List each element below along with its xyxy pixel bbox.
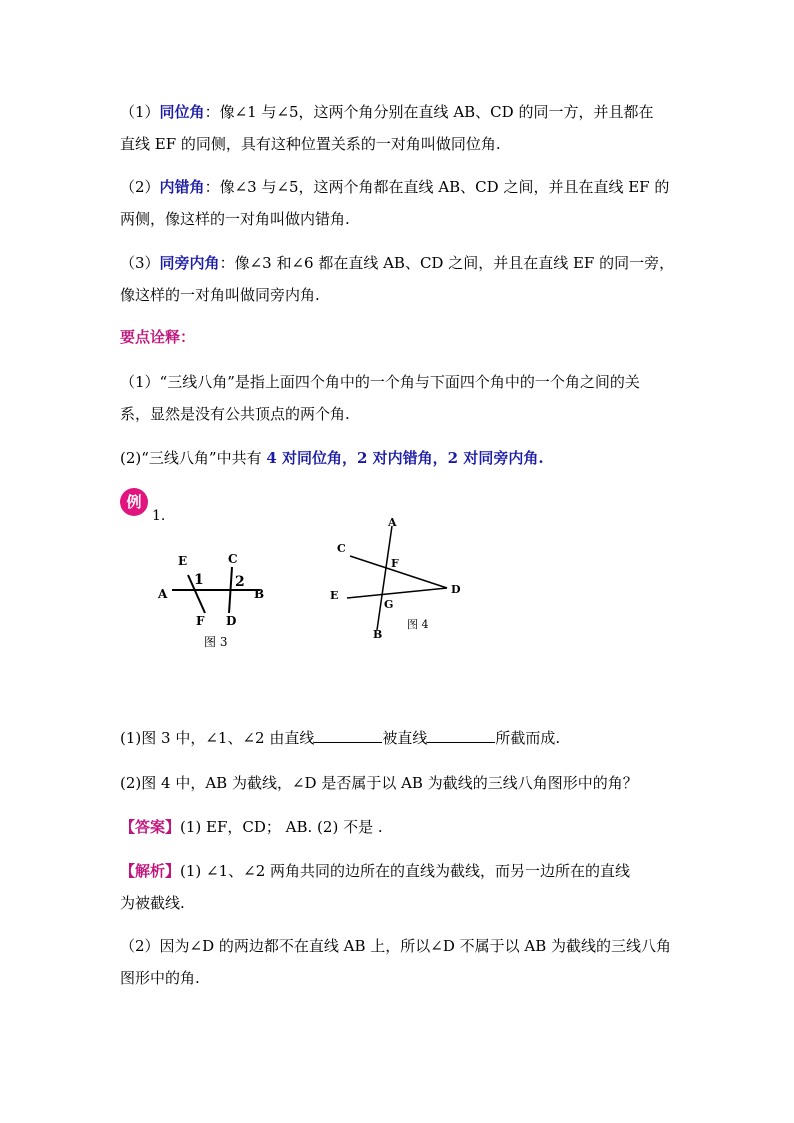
- fig4-label-C: C: [337, 542, 346, 555]
- answer: 【答案】(1) EF，CD； AB. (2) 不是 .: [120, 818, 383, 836]
- analysis-1: 【解析】(1) ∠1、∠2 两角共同的边所在的直线为截线，而另一边所在的直线 为被截线.: [120, 862, 631, 912]
- fig4-label-B: B: [373, 628, 383, 641]
- fig3-label-E: E: [178, 554, 188, 568]
- definition-co-interior-angles: （3）同旁内角：像∠3 和∠6 都在直线 AB、CD 之间，并且在直线 EF 的同一旁， 像这样的一对角叫做同旁内角.: [120, 254, 675, 304]
- fig4-label-F: F: [391, 557, 399, 570]
- fig4-label-D: D: [451, 583, 461, 596]
- fig4-label-G: G: [384, 598, 394, 611]
- example-badge: 例: [120, 488, 148, 516]
- fig4-label-E: E: [330, 589, 339, 602]
- fig4-caption: 图 4: [407, 618, 429, 631]
- answer-blank-2: [427, 728, 495, 743]
- fig3-caption: 图 3: [204, 635, 228, 649]
- answer-blank-1: [314, 728, 382, 743]
- key-points-heading: 要点诠释：: [120, 328, 196, 346]
- definition-corresponding-angles: （1）同位角：像∠1 与∠5，这两个角分别在直线 AB、CD 的同一方，并且都在 直线 EF 的同侧，具有这种位置关系的一对角叫做同位角.: [120, 103, 654, 153]
- fig3-label-C: C: [228, 552, 238, 566]
- fig3-label-A: A: [158, 587, 168, 601]
- term-alternate-angles: 内错角: [159, 178, 205, 196]
- fig3-label-D: D: [226, 614, 237, 628]
- fig3-label-B: B: [254, 587, 265, 601]
- definition-alternate-angles: （2）内错角：像∠3 与∠5，这两个角都在直线 AB、CD 之间，并且在直线 EF 的 两侧，像这样的一对角叫做内错角.: [120, 178, 670, 228]
- term-co-interior-angles: 同旁内角: [159, 254, 220, 272]
- fig3-angle-2: 2: [235, 574, 245, 590]
- fig4-label-A: A: [388, 516, 397, 529]
- answer-tag: 【答案】: [120, 818, 181, 836]
- key-point-2: (2)“三线八角”中共有 4 对同位角，2 对内错角，2 对同旁内角.: [120, 449, 544, 467]
- question-1: (1)图 3 中，∠1、∠2 由直线 被直线 所截而成.: [120, 729, 561, 747]
- example-number: 1.: [152, 508, 166, 524]
- question-2: (2)图 4 中，AB 为截线，∠D 是否属于以 AB 为截线的三线八角图形中的角？: [120, 774, 638, 792]
- fig3-angle-1: 1: [194, 572, 204, 588]
- term-corresponding-angles: 同位角: [159, 103, 205, 121]
- figure-4: [325, 510, 475, 650]
- key-point-1: （1）“三线八角”是指上面四个角中的一个角与下面四个角中的一个角之间的关 系，显然是没有公共顶点的两个角.: [120, 373, 640, 423]
- analysis-tag: 【解析】: [120, 862, 181, 880]
- figure-3: [150, 545, 280, 655]
- fig3-label-F: F: [196, 614, 205, 628]
- analysis-2: （2）因为∠D 的两边都不在直线 AB 上，所以∠D 不属于以 AB 为截线的三线八角 图形中的角.: [120, 937, 672, 987]
